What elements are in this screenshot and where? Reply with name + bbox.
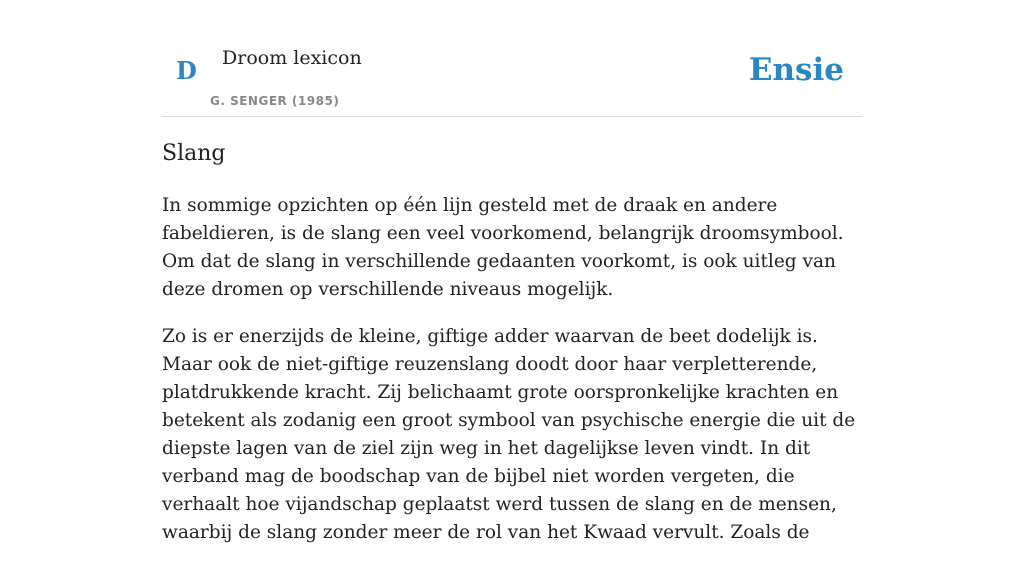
article-page	[162, 0, 862, 543]
entry-paragraph: Zo is er enerzijds de kleine, giftige adder waarvan de beet dodelijk is. Maar ook de niet-giftige reuzenslang doodt door haar verpletterende, platdrukkende kracht. Zij belichaamt grote oorspronkelijke krachten en betekent als zodanig een groot symbool van psychische energie die uit de diepste lagen van de ziel zijn weg in het dagelijkse leven vindt. In dit verband mag de boodschap van de bijbel niet worden vergeten, die verhaalt hoe vijandschap geplaatst werd tussen de slang en de mensen, waarbij de slang zonder meer de rol van het Kwaad vervult. Zoals de	[162, 326, 856, 543]
entry-paragraph: In sommige opzichten op één lijn gesteld met de draak en andere fabeldieren, is de slang een veel voorkomend, belangrijk droomsymbool. Om dat de slang in verschillende gedaanten voorkomt, is ook uitleg van deze dromen op verschillende niveaus mogelijk.	[162, 195, 844, 300]
letter-index[interactable]: D	[176, 56, 197, 85]
lexicon-header	[162, 0, 862, 117]
lexicon-author: G. SENGER (1985)	[210, 94, 340, 108]
lexicon-title[interactable]: Droom lexicon	[222, 47, 362, 69]
entry-body	[162, 192, 862, 566]
ensie-logo[interactable]: Ensie	[748, 52, 844, 88]
entry-title: Slang	[162, 141, 226, 166]
